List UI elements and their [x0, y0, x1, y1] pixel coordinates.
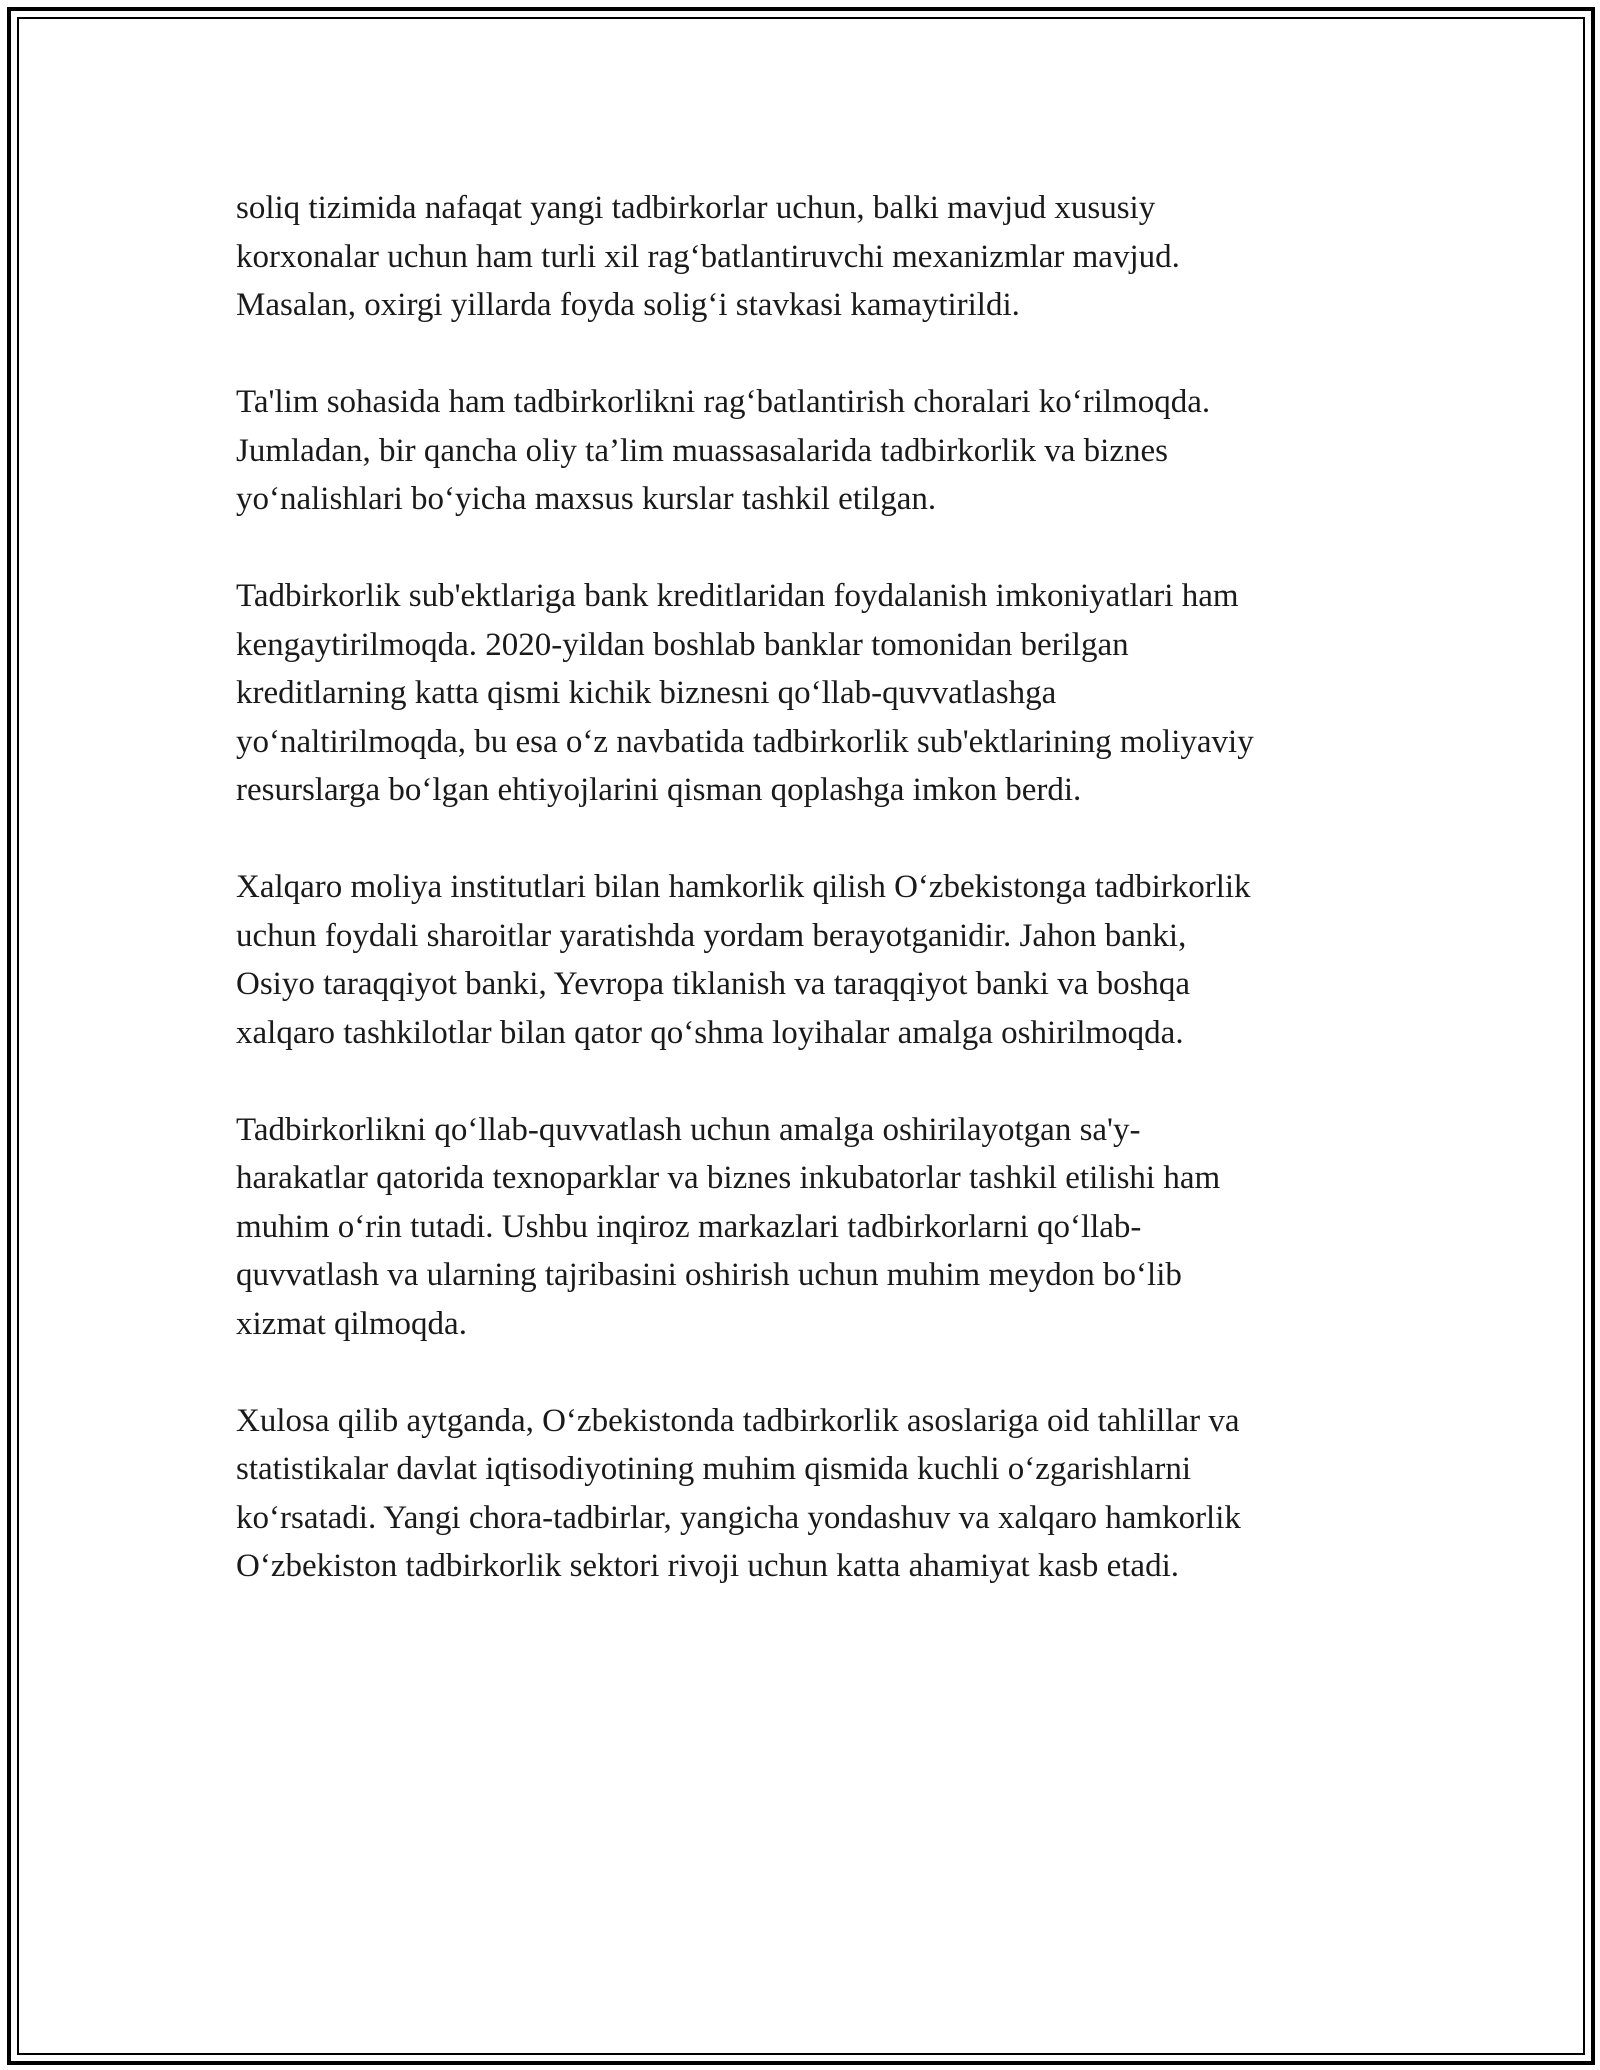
paragraph-technoparks [236, 1106, 1386, 1349]
text-line: Xalqaro moliya institutlari bilan hamkorlik qilish O‘zbekistonga tadbirkorlik [236, 869, 1251, 905]
document-body [236, 184, 1386, 1639]
text-line: xizmat qilmoqda. [236, 1305, 467, 1342]
text-line: quvvatlash va ularning tajribasini oshirish uchun muhim meydon bo‘lib [236, 1257, 1182, 1293]
text-line: Jumladan, bir qancha oliy ta’lim muassasalarida tadbirkorlik va biznes [236, 432, 1168, 469]
text-line: harakatlar qatorida texnoparklar va biznes inkubatorlar tashkil etilishi ham [236, 1160, 1221, 1196]
paragraph-bank-credits [236, 572, 1386, 815]
text-line: xalqaro tashkilotlar bilan qator qo‘shma loyihalar amalga oshirilmoqda. [236, 1014, 1184, 1051]
paragraph-conclusion [236, 1397, 1386, 1591]
text-line: Tadbirkorlikni qo‘llab-quvvatlash uchun amalga oshirilayotgan sa'y- [236, 1111, 1141, 1148]
text-line: kreditlarning katta qismi kichik biznesni qo‘llab-quvvatlashga [236, 675, 1057, 711]
text-line: resurslarga bo‘lgan ehtiyojlarini qisman qoplashga imkon berdi. [236, 772, 1082, 808]
text-line: kengaytirilmoqda. 2020-yildan boshlab banklar tomonidan berilgan [236, 626, 1129, 663]
text-line: ko‘rsatadi. Yangi chora-tadbirlar, yangicha yondashuv va xalqaro hamkorlik [236, 1499, 1241, 1536]
text-line: Xulosa qilib aytganda, O‘zbekistonda tadbirkorlik asoslariga oid tahlillar va [236, 1402, 1240, 1439]
paragraph-education [236, 378, 1386, 524]
paragraph-tax-incentives [236, 184, 1386, 330]
text-line: Masalan, oxirgi yillarda foyda solig‘i stavkasi kamaytirildi. [236, 287, 1020, 323]
text-line: uchun foydali sharoitlar yaratishda yordam berayotganidir. Jahon banki, [236, 917, 1187, 954]
text-line: statistikalar davlat iqtisodiyotining muhim qismida kuchli o‘zgarishlarni [236, 1451, 1192, 1487]
text-line: soliq tizimida nafaqat yangi tadbirkorlar uchun, balki mavjud xususiy [236, 190, 1156, 226]
text-line: yo‘naltirilmoqda, bu esa o‘z navbatida tadbirkorlik sub'ektlarining moliyaviy [236, 723, 1254, 760]
text-line: Tadbirkorlik sub'ektlariga bank kreditlaridan foydalanish imkoniyatlari ham [236, 578, 1239, 614]
text-line: korxonalar uchun ham turli xil rag‘batlantiruvchi mexanizmlar mavjud. [236, 238, 1180, 275]
text-line: yo‘nalishlari bo‘yicha maxsus kurslar tashkil etilgan. [236, 481, 937, 517]
text-line: Ta'lim sohasida ham tadbirkorlikni rag‘batlantirish choralari ko‘rilmoqda. [236, 384, 1211, 420]
text-line: O‘zbekiston tadbirkorlik sektori rivoji uchun katta ahamiyat kasb etadi. [236, 1548, 1179, 1584]
paragraph-international-cooperation [236, 863, 1386, 1057]
text-line: Osiyo taraqqiyot banki, Yevropa tiklanish va taraqqiyot banki va boshqa [236, 966, 1191, 1002]
text-line: muhim o‘rin tutadi. Ushbu inqiroz markazlari tadbirkorlarni qo‘llab- [236, 1208, 1142, 1245]
